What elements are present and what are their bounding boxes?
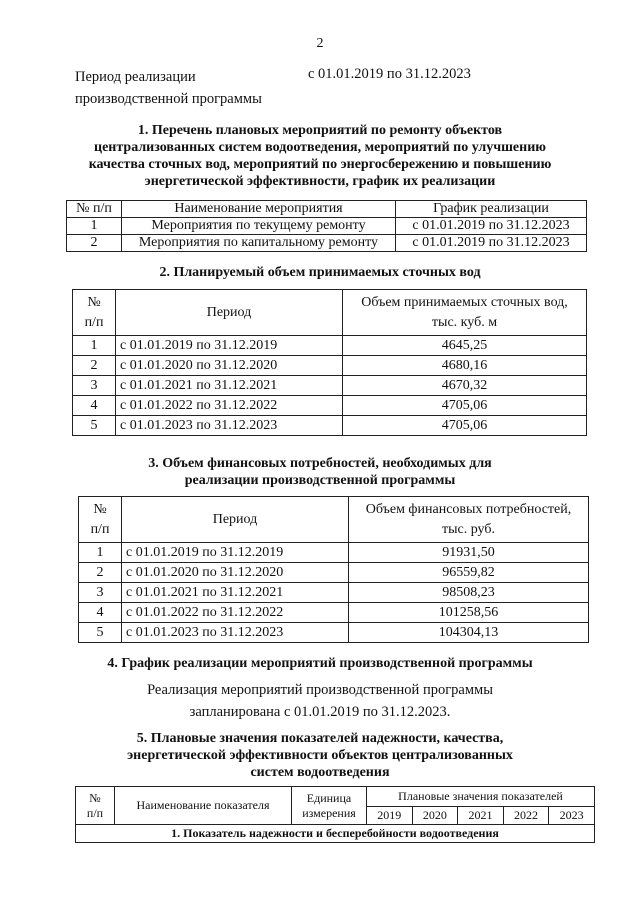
col-header-number-line: п/п	[84, 314, 104, 330]
financial-needs-table	[78, 496, 589, 643]
col-header-schedule: График реализации	[396, 201, 587, 218]
table-row	[67, 235, 587, 252]
cell-schedule: с 01.01.2019 по 31.12.2023	[396, 235, 587, 252]
table-header-row	[79, 497, 589, 543]
col-header-finance-line: Объем финансовых потребностей,	[365, 501, 572, 517]
col-header-unit-line: Единица	[306, 790, 352, 805]
table-section-row	[76, 825, 595, 843]
section-5-title-line: систем водоотведения	[250, 765, 390, 780]
cell-period: с 01.01.2019 по 31.12.2019	[116, 336, 343, 356]
table-row	[79, 543, 589, 563]
subsection-title: 1. Показатель надежности и бесперебойности водоотведения	[76, 825, 595, 843]
table-row	[73, 336, 587, 356]
col-header-indicator: Наименование показателя	[115, 787, 292, 825]
cell-amount: 101258,56	[349, 603, 589, 623]
col-header-year: 2023	[549, 807, 595, 825]
period-label-line-1: Период реализации	[75, 69, 196, 85]
cell-number: 4	[79, 603, 122, 623]
col-header-unit-line: измерения	[302, 805, 356, 820]
period-label	[75, 66, 262, 110]
col-header-period: Период	[116, 290, 343, 336]
cell-number: 1	[67, 218, 122, 235]
wastewater-volume-table	[72, 289, 587, 436]
col-header-finance	[349, 497, 589, 543]
cell-period: с 01.01.2023 по 31.12.2023	[116, 416, 343, 436]
col-header-number-line: №	[93, 501, 107, 517]
cell-amount: 104304,13	[349, 623, 589, 643]
cell-number: 4	[73, 396, 116, 416]
col-header-volume-line: Объем принимаемых сточных вод,	[361, 294, 568, 310]
table-row	[67, 218, 587, 235]
cell-schedule: с 01.01.2019 по 31.12.2023	[396, 218, 587, 235]
col-header-planned-values: Плановые значения показателей	[367, 787, 595, 807]
table-row	[73, 416, 587, 436]
cell-volume: 4645,25	[343, 336, 587, 356]
cell-period: с 01.01.2022 по 31.12.2022	[122, 603, 349, 623]
col-header-number	[76, 787, 115, 825]
section-4-text-line: Реализация мероприятий производственной программы	[147, 682, 493, 698]
section-4-text	[60, 679, 580, 723]
cell-volume: 4705,06	[343, 396, 587, 416]
cell-amount: 98508,23	[349, 583, 589, 603]
col-header-year: 2019	[367, 807, 413, 825]
cell-period: с 01.01.2021 по 31.12.2021	[122, 583, 349, 603]
cell-number: 2	[73, 356, 116, 376]
col-header-period: Период	[122, 497, 349, 543]
col-header-number-line: №	[89, 790, 101, 805]
col-header-number	[79, 497, 122, 543]
cell-period: с 01.01.2020 по 31.12.2020	[116, 356, 343, 376]
col-header-number-line: п/п	[86, 805, 104, 820]
col-header-year: 2022	[503, 807, 549, 825]
col-header-number-line: №	[87, 294, 101, 310]
cell-activity: Мероприятия по капитальному ремонту	[122, 235, 396, 252]
cell-activity: Мероприятия по текущему ремонту	[122, 218, 396, 235]
cell-number: 2	[67, 235, 122, 252]
section-4-title: 4. График реализации мероприятий производственной программы	[107, 656, 533, 671]
cell-number: 3	[79, 583, 122, 603]
cell-number: 5	[79, 623, 122, 643]
page-number: 2	[316, 36, 324, 51]
table-row	[73, 376, 587, 396]
table-header-row	[73, 290, 587, 336]
section-3-title-line: реализации производственной программы	[184, 473, 456, 488]
section-3-title-line: 3. Объем финансовых потребностей, необходимых для	[148, 456, 492, 471]
cell-number: 3	[73, 376, 116, 396]
table-row	[79, 603, 589, 623]
section-2-title: 2. Планируемый объем принимаемых сточных вод	[159, 265, 481, 280]
cell-period: с 01.01.2022 по 31.12.2022	[116, 396, 343, 416]
section-4-text-line: запланирована с 01.01.2019 по 31.12.2023.	[189, 704, 451, 720]
cell-number: 1	[79, 543, 122, 563]
table-row	[79, 623, 589, 643]
col-header-number-line: п/п	[90, 521, 110, 537]
cell-number: 5	[73, 416, 116, 436]
activities-table	[66, 200, 587, 252]
col-header-number: № п/п	[67, 201, 122, 218]
period-value: с 01.01.2019 по 31.12.2023	[308, 66, 471, 82]
cell-volume: 4670,32	[343, 376, 587, 396]
col-header-year: 2020	[412, 807, 458, 825]
table-row	[79, 583, 589, 603]
section-1-title	[60, 122, 580, 190]
col-header-year: 2021	[458, 807, 504, 825]
cell-amount: 96559,82	[349, 563, 589, 583]
col-header-finance-line: тыс. руб.	[442, 521, 495, 537]
section-1-title-line: энергетической эффективности, график их реализации	[144, 174, 496, 189]
cell-number: 1	[73, 336, 116, 356]
section-5-title-line: 5. Плановые значения показателей надежности, качества,	[136, 731, 504, 746]
section-1-title-line: централизованных систем водоотведения, мероприятий по улучшению	[94, 140, 546, 155]
section-3-title	[60, 455, 580, 489]
section-5-title	[60, 730, 580, 781]
cell-volume: 4705,06	[343, 416, 587, 436]
cell-amount: 91931,50	[349, 543, 589, 563]
col-header-activity: Наименование мероприятия	[122, 201, 396, 218]
cell-volume: 4680,16	[343, 356, 587, 376]
cell-period: с 01.01.2019 по 31.12.2019	[122, 543, 349, 563]
table-row	[73, 396, 587, 416]
cell-period: с 01.01.2021 по 31.12.2021	[116, 376, 343, 396]
col-header-number	[73, 290, 116, 336]
col-header-volume-line: тыс. куб. м	[431, 314, 498, 330]
section-1-title-line: 1. Перечень плановых мероприятий по ремонту объектов	[137, 123, 503, 138]
cell-period: с 01.01.2023 по 31.12.2023	[122, 623, 349, 643]
cell-number: 2	[79, 563, 122, 583]
col-header-volume	[343, 290, 587, 336]
section-1-title-line: качества сточных вод, мероприятий по энергосбережению и повышению	[88, 157, 552, 172]
table-header-row	[76, 787, 595, 807]
col-header-unit	[292, 787, 367, 825]
table-header-row	[67, 201, 587, 218]
table-row	[79, 563, 589, 583]
table-row	[73, 356, 587, 376]
period-label-line-2: производственной программы	[75, 91, 262, 107]
cell-period: с 01.01.2020 по 31.12.2020	[122, 563, 349, 583]
section-5-title-line: энергетической эффективности объектов централизованных	[127, 748, 513, 763]
indicators-table	[75, 786, 595, 843]
